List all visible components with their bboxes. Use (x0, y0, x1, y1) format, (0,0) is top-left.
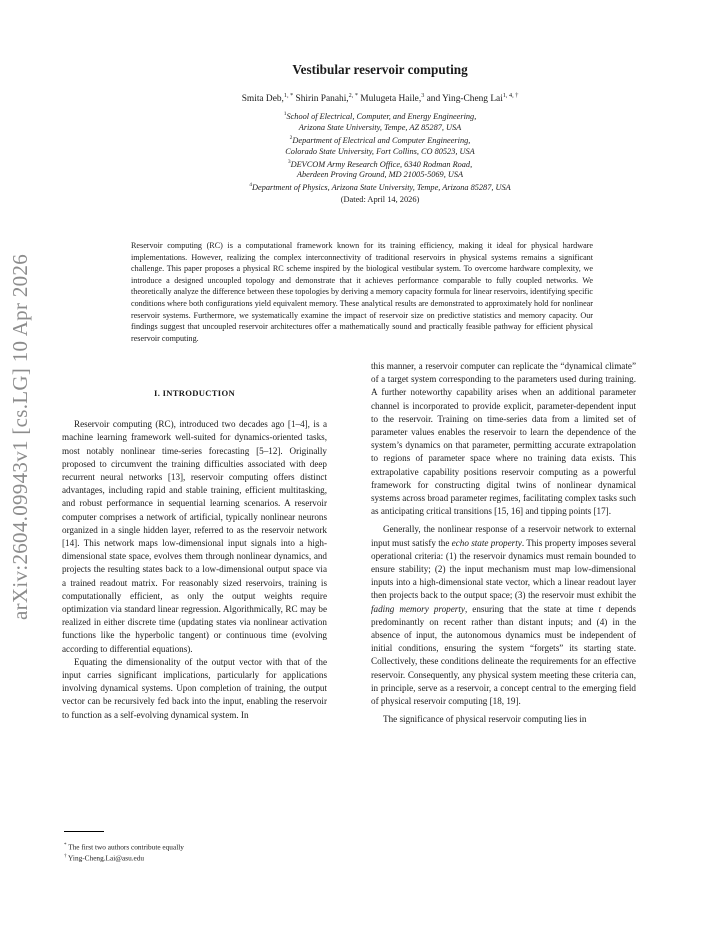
author-name: Shirin Panahi, (293, 94, 349, 105)
footnotes (64, 841, 329, 863)
left-column (62, 387, 327, 722)
paragraph: Generally, the nonlinear response of a reservoir network to external input must satisfy the echo state property. This property imposes several operational criteria: (1) the reservoir dynamics must remain bounded to ensure stability; (2) the input mechanism must map low-dimensional inputs into a high-dimensional state vector, which a linear readout layer then projects back to the output space; (3) the reservoir must exhibit the fading memory property, ensuring that the state at time t depends predominantly on recent rather than distant inputs; and (4) in the absence of input, the autonomous dynamics must be independent of initial conditions, ensuring the system “forgets” its starting state. Collectively, these conditions delineate the requirements for an effective reservoir. Consequently, any physical system meeting these criteria can, in principle, serve as a reservoir, a concept central to the emerging field of physical reservoir computing [18, 19]. (371, 524, 636, 707)
footnote: † Ying-Cheng.Lai@asu.edu (64, 853, 145, 863)
paper-header (100, 62, 660, 204)
arxiv-identifier: arXiv:2604.09943v1 [cs.LG] 10 Apr 2026 (8, 253, 32, 620)
paragraph: Equating the dimensionality of the output vector with that of the input carries significant implications, particularly for applications involving dynamical systems. Upon completion of training, the output vector can be recursively fed back into the input, enabling the reservoir to function as a self-evolving dynamical system. In (62, 656, 327, 720)
affiliation: $^2$Department of Electrical and Computer Engineering, Colorado State University, Fort Collins, CO 80523, USA (285, 134, 475, 156)
footnote: * The first two authors contribute equally (64, 842, 184, 852)
affiliation: $^4$Department of Physics, Arizona State University, Tempe, Arizona 85287, USA (249, 182, 511, 193)
right-column (371, 360, 636, 726)
author-affiliation-mark: 2, * (348, 92, 358, 99)
author-name: Mulugeta Haile, (357, 94, 422, 105)
author-list (100, 92, 660, 104)
author-name: Smita Deb, (241, 94, 284, 105)
paper-title: Vestibular reservoir computing (292, 62, 468, 77)
affiliation: $^3$DEVCOM Army Research Office, 6340 Rodman Road, Aberdeen Proving Ground, MD 21005-5069, USA (287, 158, 473, 180)
paragraph: The significance of physical reservoir computing lies in (383, 714, 587, 725)
author-affiliation-mark: 3 (421, 92, 425, 99)
author-name: and Ying-Cheng Lai (424, 94, 503, 105)
footnote-rule (64, 831, 104, 832)
author-affiliation-mark: 1, 4, † (502, 92, 519, 99)
paragraph: Reservoir computing (RC), introduced two decades ago [1–4], is a machine learning framework well-suited for dynamics-oriented tasks, most notably nonlinear time-series forecasting [5–12]. Originally proposed to circumvent the training difficulties associated with deep recurrent neural networks [13], reservoir computing offers distinct advantages, including rapid and stable training, efficient multitasking, and robust performance in sequential learning scenarios. A reservoir computer comprises a network of artificial, typically nonlinear neurons organized in a single hidden layer, referred to as the reservoir network [14]. This network maps low-dimensional input signals into a high-dimensional state space, evolves them through nonlinear dynamics, and projects the resulting states back to a low-dimensional output space via a trained readout matrix. For reasonably sized reservoirs, training is computationally efficient, as only the output weights require optimization via standard linear regression. Algorithmically, RC may be realized in either discrete time (updating states via nonlinear activation functions like the hyperbolic tangent) or continuous time (evolving according to differential equations). (62, 419, 327, 654)
author-affiliation-mark: 1, * (283, 92, 294, 99)
abstract: Reservoir computing (RC) is a computational framework known for its training efficiency, making it ideal for physical hardware implementations. However, realizing the complex interconnectivity of traditional reservoirs in physical systems remains a significant challenge. This paper proposes a physical RC scheme inspired by the biological vestibular system. To overcome hardware complexity, we introduce a designed uncoupled topology and demonstrate that it achieves performance comparable to fully coupled networks. We theoretically analyze the difference between these topologies by deriving a memory capacity formula for linear reservoirs, identifying specific conditions where both configurations yield equivalent memory. These analytical results are demonstrated to approximately hold for nonlinear reservoir systems. Furthermore, we systematically examine the impact of reservoir size on predictive statistics and memory capacity. Our findings suggest that uncoupled reservoir architectures offer a mathematically sound and practically feasible pathway for efficient physical reservoir computing. (131, 241, 593, 343)
paragraph: this manner, a reservoir computer can replicate the “dynamical climate” of a target system corresponding to the parameters used during training. A further noteworthy capability arises when an additional parameter channel is incorporated to provide explicit, parameter-dependent input to the reservoir. Training on time-series data from a limited set of parameter values enables the reservoir to learn the dependence of the system’s dynamics on that parameter, permitting accurate extrapolation to regions of parameter space where no training data exists. This extrapolative capability positions reservoir computing as a powerful framework for constructing digital twins of nonlinear dynamical systems across broad parameter regimes, facilitating complex tasks such as anticipating critical transitions [15, 16] and tipping points [17]. (371, 361, 636, 517)
section-heading: I. INTRODUCTION (154, 388, 235, 398)
date-line: (Dated: April 14, 2026) (340, 195, 420, 205)
affiliation: $^1$School of Electrical, Computer, and Energy Engineering, Arizona State University, Tempe, AZ 85287, USA (283, 111, 477, 132)
